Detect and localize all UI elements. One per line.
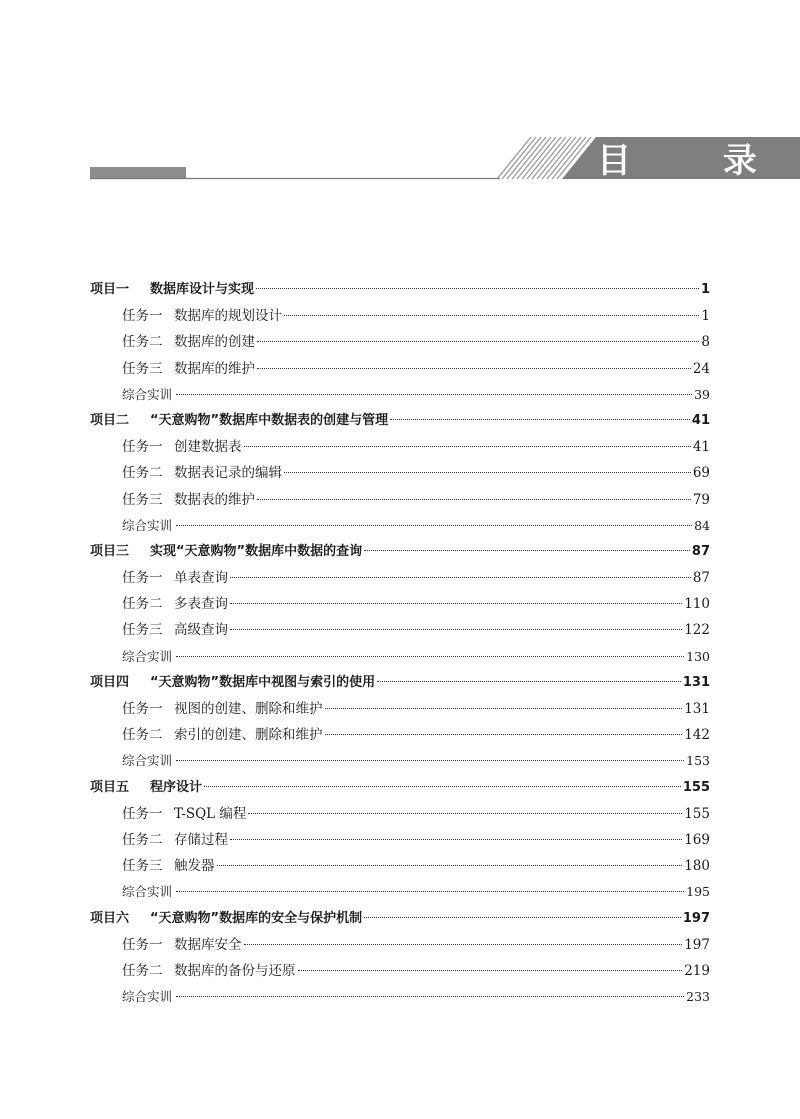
dot-leader bbox=[176, 760, 684, 761]
toc-entry-label bbox=[122, 984, 174, 1010]
toc-page-number: 8 bbox=[701, 334, 710, 351]
toc-page-number: 180 bbox=[684, 858, 710, 875]
toc-entry-label bbox=[122, 565, 228, 591]
toc-task-row[interactable] bbox=[90, 303, 710, 329]
toc-entry-label bbox=[90, 277, 254, 303]
toc-task-row[interactable] bbox=[90, 617, 710, 643]
toc-entry-title: 数据库的备份与还原 bbox=[174, 962, 296, 979]
toc-entry-title: 程序设计 bbox=[150, 779, 203, 795]
toc-entry-label bbox=[122, 748, 174, 774]
toc-entry-number: 综合实训 bbox=[122, 989, 173, 1005]
toc-entry-label bbox=[122, 827, 228, 853]
toc-entry-title: 数据表的维护 bbox=[174, 491, 255, 508]
toc-entry-title: 创建数据表 bbox=[174, 439, 242, 456]
toc-entry-number: 综合实训 bbox=[122, 517, 173, 533]
toc-entry-label bbox=[122, 513, 174, 539]
toc-entry-label bbox=[122, 591, 228, 617]
toc-summary-row[interactable] bbox=[90, 984, 710, 1010]
toc-task-row[interactable] bbox=[90, 591, 710, 617]
toc-page-number: 110 bbox=[684, 596, 710, 613]
toc-entry-label bbox=[122, 696, 323, 722]
toc-page-number: 122 bbox=[684, 622, 710, 639]
dot-leader bbox=[176, 996, 684, 997]
dot-leader bbox=[230, 839, 682, 840]
dot-leader bbox=[244, 944, 683, 945]
toc-page-number: 79 bbox=[692, 491, 710, 508]
toc-entry-title: 单表查询 bbox=[174, 570, 228, 587]
toc-entry-label bbox=[90, 539, 362, 565]
toc-entry-title: 存储过程 bbox=[174, 831, 228, 848]
toc-entry-label bbox=[122, 879, 174, 905]
toc-task-row[interactable] bbox=[90, 853, 710, 879]
toc-project-row[interactable] bbox=[90, 539, 710, 565]
toc-entry-title: 数据库安全 bbox=[174, 936, 242, 953]
toc-entry-title: 索引的创建、删除和维护 bbox=[174, 727, 323, 744]
toc-entry-number: 任务一 bbox=[122, 701, 163, 717]
toc-entry-title: 数据库的创建 bbox=[174, 334, 255, 351]
dot-leader bbox=[176, 891, 684, 892]
dot-leader bbox=[248, 813, 682, 814]
toc-entry-number: 任务二 bbox=[122, 831, 163, 848]
toc-entry-label bbox=[122, 853, 215, 879]
page-title: 目 录 bbox=[597, 141, 797, 181]
toc-page-number: 197 bbox=[684, 936, 710, 953]
toc-summary-row[interactable] bbox=[90, 644, 710, 670]
toc-task-row[interactable] bbox=[90, 460, 710, 486]
toc-task-row[interactable] bbox=[90, 565, 710, 591]
dot-leader bbox=[204, 786, 681, 787]
dot-leader bbox=[257, 499, 691, 500]
toc-entry-label bbox=[122, 382, 174, 408]
toc-page-number: 84 bbox=[694, 517, 710, 533]
toc-entry-label bbox=[122, 722, 323, 748]
toc-summary-row[interactable] bbox=[90, 879, 710, 905]
toc-project-row[interactable] bbox=[90, 906, 710, 932]
toc-entry-label bbox=[122, 460, 282, 486]
toc-task-row[interactable] bbox=[90, 958, 710, 984]
toc-entry-title: 触发器 bbox=[174, 858, 215, 875]
toc-entry-label bbox=[122, 303, 282, 329]
toc-entry-number: 综合实训 bbox=[122, 386, 173, 402]
toc-entry-title: “天意购物”数据库中视图与索引的使用 bbox=[150, 674, 376, 690]
toc-header-banner bbox=[0, 0, 800, 200]
toc-entry-label bbox=[122, 644, 174, 670]
toc-entry-number: 任务三 bbox=[122, 622, 163, 639]
toc-page-number: 153 bbox=[686, 753, 710, 769]
dot-leader bbox=[217, 865, 683, 866]
toc-task-row[interactable] bbox=[90, 932, 710, 958]
toc-summary-row[interactable] bbox=[90, 513, 710, 539]
toc-page-number: 169 bbox=[684, 831, 710, 848]
toc-entry-label bbox=[122, 487, 255, 513]
toc-entry-number: 任务一 bbox=[122, 439, 163, 456]
toc-page-number: 195 bbox=[686, 884, 710, 900]
toc-entry-number: 任务一 bbox=[122, 805, 163, 822]
toc-task-row[interactable] bbox=[90, 696, 710, 722]
dot-leader bbox=[230, 603, 682, 604]
toc-page-number: 131 bbox=[684, 701, 710, 717]
toc-entry-number: 任务二 bbox=[122, 334, 163, 351]
toc-page-number: 130 bbox=[686, 648, 710, 664]
toc-task-row[interactable] bbox=[90, 801, 710, 827]
toc-page-number: 39 bbox=[694, 386, 710, 402]
toc-entry-title: 数据库的维护 bbox=[174, 360, 255, 377]
toc-entry-number: 项目四 bbox=[90, 674, 130, 690]
toc-entry-number: 任务二 bbox=[122, 727, 163, 744]
toc-entry-title: “天意购物”数据库中数据表的创建与管理 bbox=[150, 412, 389, 428]
toc-entry-number: 任务一 bbox=[122, 308, 163, 325]
toc-page-number: 1 bbox=[701, 308, 710, 325]
toc-task-row[interactable] bbox=[90, 434, 710, 460]
dot-leader bbox=[298, 970, 683, 971]
toc-entry-number: 任务三 bbox=[122, 491, 163, 508]
toc-entry-number: 任务二 bbox=[122, 596, 163, 613]
toc-entry-title: 高级查询 bbox=[174, 622, 228, 639]
toc-page-number: 233 bbox=[686, 989, 710, 1005]
dot-leader bbox=[325, 708, 683, 709]
dot-leader bbox=[176, 394, 692, 395]
dot-leader bbox=[230, 577, 691, 578]
toc-entry-label bbox=[122, 434, 242, 460]
toc-project-row[interactable] bbox=[90, 277, 710, 303]
toc-entry-number: 综合实训 bbox=[122, 884, 173, 900]
toc-task-row[interactable] bbox=[90, 329, 710, 355]
toc-entry-label bbox=[122, 356, 255, 382]
toc-page-number: 155 bbox=[684, 805, 710, 822]
toc-entry-label bbox=[122, 617, 228, 643]
toc-entry-title: 数据库的规划设计 bbox=[174, 308, 282, 325]
dot-leader bbox=[325, 734, 683, 735]
toc-entry-title: 多表查询 bbox=[174, 596, 228, 613]
toc-entry-label bbox=[122, 801, 246, 827]
toc-page-number: 219 bbox=[684, 962, 710, 979]
toc-task-row[interactable] bbox=[90, 356, 710, 382]
toc-entry-label bbox=[122, 932, 242, 958]
toc-project-row[interactable] bbox=[90, 670, 710, 696]
toc-page-number: 142 bbox=[684, 727, 710, 744]
toc-entry-label bbox=[90, 670, 375, 696]
toc-entry-label bbox=[90, 906, 362, 932]
header-left-bar bbox=[90, 167, 186, 179]
dot-leader bbox=[176, 525, 692, 526]
dot-leader bbox=[257, 368, 691, 369]
dot-leader bbox=[244, 446, 691, 447]
toc-entry-number: 任务三 bbox=[122, 360, 163, 377]
toc-entry-title: 视图的创建、删除和维护 bbox=[174, 701, 323, 717]
toc-page-number: 1 bbox=[700, 282, 710, 297]
toc-task-row[interactable] bbox=[90, 827, 710, 853]
toc-summary-row[interactable] bbox=[90, 382, 710, 408]
toc-page-number: 87 bbox=[691, 543, 710, 559]
toc-entry-label bbox=[90, 775, 202, 801]
toc-entry-number: 项目五 bbox=[90, 779, 130, 795]
toc-summary-row[interactable] bbox=[90, 748, 710, 774]
toc-entry-label bbox=[122, 329, 255, 355]
toc-entry-number: 项目六 bbox=[90, 910, 130, 926]
toc-page-number: 41 bbox=[691, 412, 710, 428]
toc-entry-number: 任务一 bbox=[122, 936, 163, 953]
toc-entry-title: T-SQL 编程 bbox=[174, 805, 247, 822]
toc-project-row[interactable] bbox=[90, 775, 710, 801]
toc-entry-number: 项目三 bbox=[90, 543, 130, 559]
dot-leader bbox=[377, 681, 681, 682]
toc-entry-number: 任务二 bbox=[122, 465, 163, 482]
dot-leader bbox=[257, 341, 699, 342]
toc-entry-label bbox=[90, 408, 388, 434]
toc-project-row[interactable] bbox=[90, 408, 710, 434]
table-of-contents bbox=[90, 277, 710, 1010]
toc-entry-number: 项目一 bbox=[90, 282, 130, 297]
dot-leader bbox=[284, 315, 699, 316]
dot-leader bbox=[284, 472, 691, 473]
dot-leader bbox=[230, 629, 682, 630]
dot-leader bbox=[364, 917, 681, 918]
toc-entry-number: 任务一 bbox=[122, 570, 163, 587]
dot-leader bbox=[256, 288, 699, 289]
toc-entry-title: “天意购物”数据库的安全与保护机制 bbox=[150, 910, 363, 926]
toc-entry-number: 综合实训 bbox=[122, 648, 173, 664]
dot-leader bbox=[364, 550, 690, 551]
toc-page-number: 197 bbox=[682, 910, 710, 926]
toc-page-number: 87 bbox=[692, 570, 710, 587]
toc-page-number: 155 bbox=[682, 779, 710, 795]
toc-entry-number: 项目二 bbox=[90, 412, 130, 428]
toc-entry-number: 综合实训 bbox=[122, 753, 173, 769]
toc-entry-title: 数据表记录的编辑 bbox=[174, 465, 282, 482]
toc-page-number: 24 bbox=[692, 360, 710, 377]
toc-entry-number: 任务二 bbox=[122, 962, 163, 979]
toc-page-number: 41 bbox=[692, 439, 710, 456]
toc-entry-title: 实现“天意购物”数据库中数据的查询 bbox=[150, 543, 363, 559]
toc-page-number: 69 bbox=[692, 465, 710, 482]
dot-leader bbox=[390, 419, 690, 420]
toc-page-number: 131 bbox=[682, 674, 710, 690]
toc-task-row[interactable] bbox=[90, 487, 710, 513]
toc-entry-label bbox=[122, 958, 296, 984]
toc-entry-title: 数据库设计与实现 bbox=[150, 282, 255, 297]
dot-leader bbox=[176, 656, 684, 657]
toc-task-row[interactable] bbox=[90, 722, 710, 748]
toc-entry-number: 任务三 bbox=[122, 858, 163, 875]
